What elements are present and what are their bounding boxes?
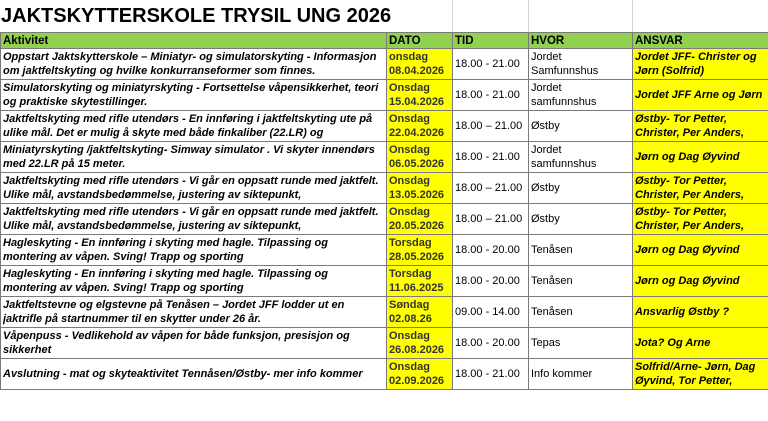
cell-hvor-text: Østby — [531, 213, 560, 225]
table-row — [1, 328, 768, 359]
cell-dato-text: Onsdag 13.05.2026 — [389, 175, 445, 201]
cell-aktivitet[interactable] — [1, 142, 387, 173]
cell-aktivitet-text: Jaktfeltskyting med rifle utendørs - Vi går en oppsatt runde med jaktfelt. Ulike mål, avstandsbedømmelse, justering av siktepunkt, — [3, 175, 379, 201]
cell-tid[interactable] — [453, 80, 529, 111]
cell-tid[interactable] — [453, 235, 529, 266]
cell-aktivitet-text: Jaktfeltstevne og elgstevne på Tenåsen – Jordet JFF lodder ut en jaktrifle på startnummer til en skytter under 26 år. — [3, 299, 345, 325]
cell-tid[interactable] — [453, 142, 529, 173]
cell-tid-text: 18.00 - 21.00 — [455, 368, 520, 380]
cell-dato-text: Onsdag 15.04.2026 — [389, 82, 445, 108]
cell-aktivitet-text: Oppstart Jaktskytterskole – Miniatyr- og simulatorskyting - Informasjon om jaktfeltskyting og hvilke konkurranseformer som finnes. — [3, 51, 377, 77]
cell-hvor[interactable] — [529, 297, 633, 328]
cell-ansvar-text: Jørn og Dag Øyvind — [635, 275, 740, 287]
cell-ansvar[interactable] — [633, 359, 768, 390]
cell-hvor[interactable] — [529, 49, 633, 80]
schedule-table — [0, 32, 768, 390]
cell-hvor[interactable] — [529, 235, 633, 266]
cell-dato-text: Onsdag 26.08.2026 — [389, 330, 445, 356]
cell-aktivitet[interactable] — [1, 328, 387, 359]
table-row — [1, 142, 768, 173]
table-row — [1, 359, 768, 390]
cell-dato-text: Onsdag 02.09.2026 — [389, 361, 445, 387]
cell-aktivitet-text: Våpenpuss - Vedlikehold av våpen for både funksjon, presisjon og sikkerhet — [3, 330, 350, 356]
cell-ansvar[interactable] — [633, 173, 768, 204]
cell-aktivitet-text: Simulatorskyting og miniatyrskyting - Fortsettelse våpensikkerhet, teori og praktiske skytestillinger. — [3, 82, 379, 108]
empty-cell — [452, 0, 529, 32]
cell-tid-text: 18.00 - 21.00 — [455, 89, 520, 101]
cell-ansvar-text: Østby- Tor Petter, Christer, Per Anders, — [635, 175, 745, 201]
cell-aktivitet[interactable] — [1, 111, 387, 142]
cell-hvor[interactable] — [529, 359, 633, 390]
cell-dato[interactable] — [387, 204, 453, 235]
cell-tid-text: 18.00 - 21.00 — [455, 58, 520, 70]
table-row — [1, 111, 768, 142]
cell-ansvar[interactable] — [633, 266, 768, 297]
cell-tid-text: 18.00 – 21.00 — [455, 120, 523, 132]
cell-hvor[interactable] — [529, 328, 633, 359]
cell-tid-text: 18.00 - 20.00 — [455, 275, 520, 287]
cell-aktivitet[interactable] — [1, 204, 387, 235]
cell-aktivitet-text: Jaktfeltskyting med rifle utendørs - Vi går en oppsatt runde med jaktfelt. Ulike mål, avstandsbedømmelse, justering av siktepunkt, — [3, 206, 379, 232]
cell-hvor-text: Jordet samfunnshus — [531, 144, 597, 170]
cell-dato[interactable] — [387, 266, 453, 297]
cell-dato-text: Torsdag 28.05.2026 — [389, 237, 445, 263]
cell-ansvar-text: Jota? Og Arne — [635, 337, 711, 349]
cell-ansvar-text: Ansvarlig Østby ? — [635, 306, 730, 318]
cell-ansvar-text: Solfrid/Arne- Jørn, Dag Øyvind, Tor Petter, — [635, 361, 756, 387]
cell-aktivitet[interactable] — [1, 266, 387, 297]
cell-hvor-text: Tepas — [531, 337, 561, 349]
cell-ansvar-text: Jordet JFF Arne og Jørn — [635, 89, 763, 101]
cell-dato-text: Onsdag 06.05.2026 — [389, 144, 445, 170]
cell-ansvar-text: Jørn og Dag Øyvind — [635, 244, 740, 256]
cell-aktivitet[interactable] — [1, 297, 387, 328]
cell-hvor-text: Østby — [531, 182, 560, 194]
cell-ansvar-text: Østby- Tor Petter, Christer, Per Anders, — [635, 206, 745, 232]
cell-dato[interactable] — [387, 80, 453, 111]
cell-tid-text: 18.00 - 20.00 — [455, 337, 520, 349]
cell-hvor-text: Tenåsen — [531, 275, 573, 287]
table-row — [1, 266, 768, 297]
cell-dato[interactable] — [387, 142, 453, 173]
cell-hvor-text: Jordet samfunnshus — [531, 82, 597, 108]
cell-hvor[interactable] — [529, 111, 633, 142]
cell-aktivitet[interactable] — [1, 359, 387, 390]
cell-dato[interactable] — [387, 49, 453, 80]
cell-tid-text: 18.00 - 20.00 — [455, 244, 520, 256]
cell-hvor-text: Tenåsen — [531, 244, 573, 256]
cell-tid[interactable] — [453, 111, 529, 142]
cell-dato[interactable] — [387, 173, 453, 204]
cell-hvor[interactable] — [529, 173, 633, 204]
header-tid[interactable]: TID — [453, 33, 529, 49]
cell-dato-text: onsdag 08.04.2026 — [389, 51, 445, 77]
empty-cell — [632, 0, 768, 32]
cell-ansvar[interactable] — [633, 111, 768, 142]
cell-ansvar-text: Jørn og Dag Øyvind — [635, 151, 740, 163]
cell-aktivitet-text: Avslutning - mat og skyteaktivitet Tennåsen/Østby- mer info kommer — [3, 368, 363, 380]
cell-ansvar[interactable] — [633, 297, 768, 328]
cell-dato[interactable] — [387, 359, 453, 390]
cell-aktivitet[interactable] — [1, 80, 387, 111]
table-row — [1, 204, 768, 235]
cell-tid-text: 18.00 - 21.00 — [455, 151, 520, 163]
cell-dato-text: Søndag 02.08.26 — [389, 299, 432, 325]
cell-tid[interactable] — [453, 328, 529, 359]
cell-aktivitet-text: Hagleskyting - En innføring i skyting med hagle. Tilpassing og montering av våpen. Sving! Trapp og sporting — [3, 237, 328, 263]
header-hvor[interactable]: HVOR — [529, 33, 633, 49]
cell-ansvar-text: Jordet JFF- Christer og Jørn (Solfrid) — [635, 51, 757, 77]
table-row — [1, 49, 768, 80]
cell-tid[interactable] — [453, 204, 529, 235]
cell-hvor[interactable] — [529, 204, 633, 235]
cell-tid[interactable] — [453, 49, 529, 80]
header-ansvar[interactable]: ANSVAR — [633, 33, 768, 49]
table-row — [1, 235, 768, 266]
header-row — [1, 33, 768, 49]
cell-tid[interactable] — [453, 297, 529, 328]
cell-ansvar[interactable] — [633, 235, 768, 266]
cell-tid-text: 18.00 – 21.00 — [455, 213, 523, 225]
table-row — [1, 297, 768, 328]
cell-hvor-text: Jordet Samfunnshus — [531, 51, 599, 77]
cell-aktivitet-text: Jaktfeltskyting med rifle utendørs - En innføring i jaktfeltskyting ute på ulike mål. Det er mulig å skyte med både finkaliber (22.LR) og — [3, 113, 373, 139]
cell-ansvar[interactable] — [633, 328, 768, 359]
cell-hvor[interactable] — [529, 142, 633, 173]
cell-tid-text: 09.00 - 14.00 — [455, 306, 520, 318]
cell-hvor-text: Info kommer — [531, 368, 593, 380]
cell-dato-text: Onsdag 20.05.2026 — [389, 206, 445, 232]
table-row — [1, 173, 768, 204]
cell-ansvar[interactable] — [633, 80, 768, 111]
table-row — [1, 80, 768, 111]
cell-tid-text: 18.00 – 21.00 — [455, 182, 523, 194]
cell-dato[interactable] — [387, 235, 453, 266]
empty-cell — [386, 0, 453, 32]
cell-aktivitet-text: Miniatyrskyting /jaktfeltskyting- Simway simulator . Vi skyter innendørs med 22.LR på 15 meter. — [3, 144, 375, 170]
cell-dato-text: Onsdag 22.04.2026 — [389, 113, 445, 139]
cell-ansvar[interactable] — [633, 204, 768, 235]
cell-aktivitet[interactable] — [1, 235, 387, 266]
cell-hvor-text: Tenåsen — [531, 306, 573, 318]
cell-tid[interactable] — [453, 173, 529, 204]
cell-aktivitet-text: Hagleskyting - En innføring i skyting med hagle. Tilpassing og montering av våpen. Sving! Trapp og sporting — [3, 268, 328, 294]
cell-tid[interactable] — [453, 266, 529, 297]
cell-dato[interactable] — [387, 328, 453, 359]
cell-hvor[interactable] — [529, 80, 633, 111]
cell-aktivitet[interactable] — [1, 49, 387, 80]
empty-cell — [528, 0, 633, 32]
cell-aktivitet[interactable] — [1, 173, 387, 204]
cell-ansvar[interactable] — [633, 142, 768, 173]
header-aktivitet[interactable]: Aktivitet — [1, 33, 387, 49]
cell-hvor-text: Østby — [531, 120, 560, 132]
cell-dato[interactable] — [387, 297, 453, 328]
page-title: JAKTSKYTTERSKOLE TRYSIL UNG 2026 — [1, 5, 392, 27]
cell-ansvar-text: Østby- Tor Petter, Christer, Per Anders, — [635, 113, 745, 139]
cell-tid[interactable] — [453, 359, 529, 390]
cell-dato[interactable] — [387, 111, 453, 142]
cell-ansvar[interactable] — [633, 49, 768, 80]
cell-dato-text: Torsdag 11.06.2025 — [389, 268, 444, 294]
header-dato[interactable]: DATO — [387, 33, 453, 49]
cell-hvor[interactable] — [529, 266, 633, 297]
